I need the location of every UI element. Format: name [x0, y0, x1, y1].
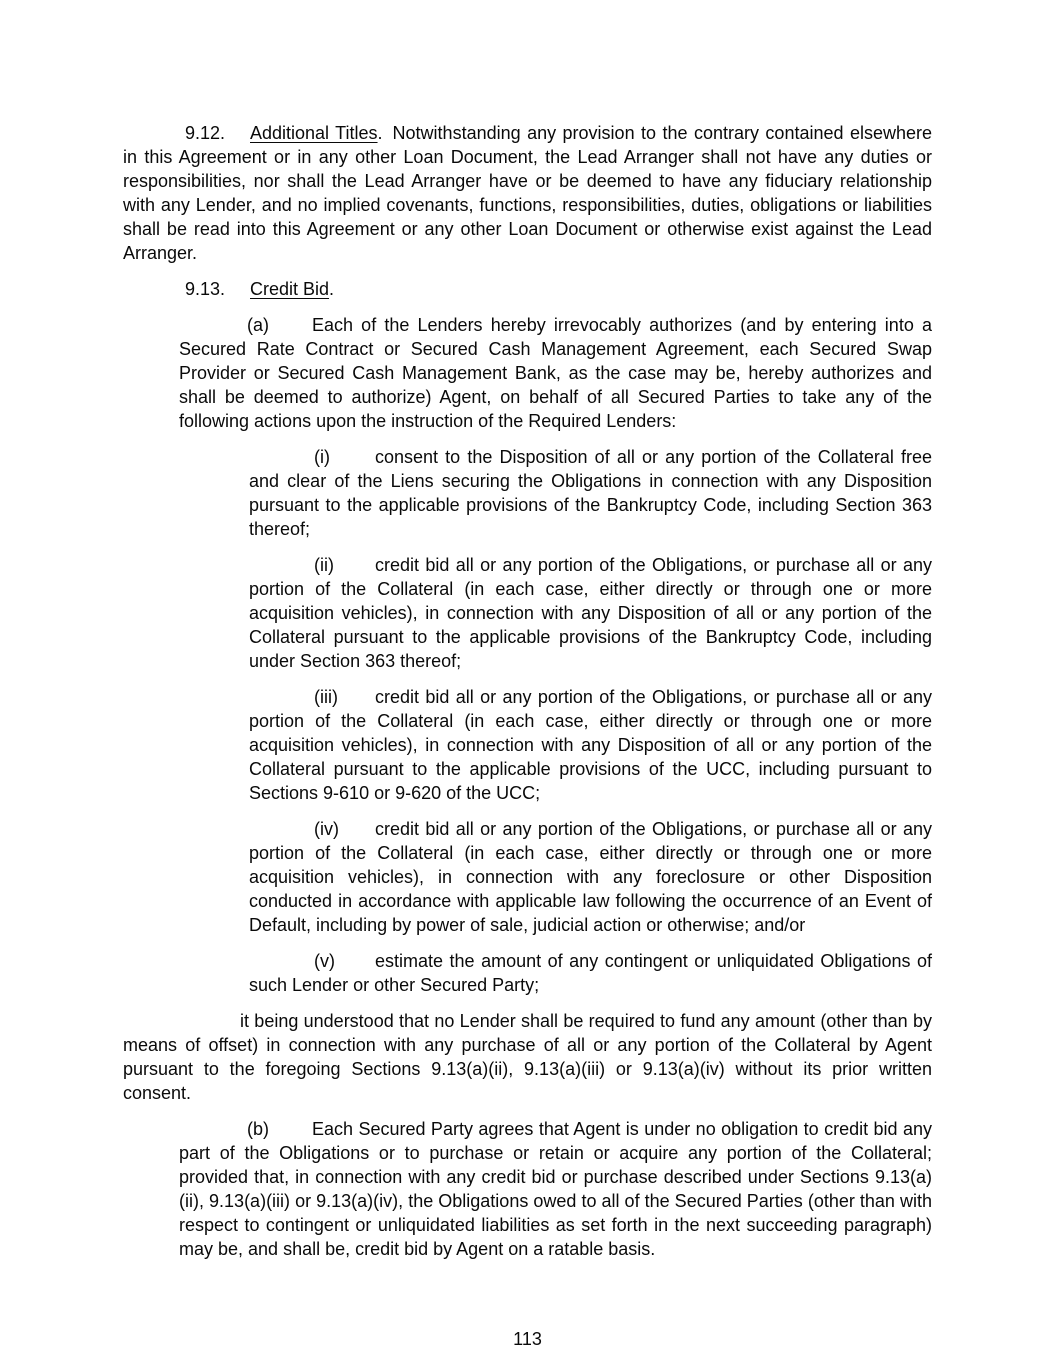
title-period: .: [329, 279, 335, 299]
closing-body: it being understood that no Lender shall be required to fund any amount (other than by means of offset) in connection with any purchase of all or any portion of the Collateral by Agent pursuant to the foregoing Sections 9.13(a)(ii), 9.13(a)(iii) or 9.13(a)(iv) without its prior written consent.: [123, 1011, 932, 1103]
list-item-label: (v): [314, 951, 335, 971]
closing-paragraph: [123, 1009, 932, 1105]
list-item-body: credit bid all or any portion of the Obligations, or purchase all or any portion of the Collateral (in each case, either directly or through one or more acquisition vehicles), in connection with any foreclosure or other Disposition conducted in accordance with applicable law following the occurrence of an Event of Default, including by power of sale, judicial action or otherwise; and/or: [249, 819, 932, 935]
section-body: Notwithstanding any provision to the contrary contained elsewhere in this Agreement or in any other Loan Document, the Lead Arranger shall not have any duties or responsibilities, nor shall the Lead Arranger have or be deemed to have any fiduciary relationship with any Lender, and no implied covenants, functions, responsibilities, duties, obligations or liabilities shall be read into this Agreement or any other Loan Document or otherwise exist against the Lead Arranger.: [123, 123, 932, 263]
list-item-iii-paragraph: [249, 685, 932, 805]
subsection-a-paragraph: [179, 313, 932, 433]
list-item-v-paragraph: [249, 949, 932, 997]
section-number: 9.12.: [185, 123, 226, 143]
list-item-body: credit bid all or any portion of the Obligations, or purchase all or any portion of the Collateral (in each case, either directly or through one or more acquisition vehicles), in connection with any Disposition of all or any portion of the Collateral pursuant to the applicable provisions of the UCC, including pursuant to Sections 9-610 or 9-620 of the UCC;: [249, 687, 932, 803]
list-item-body: estimate the amount of any contingent or unliquidated Obligations of such Lender or other Secured Party;: [249, 951, 932, 995]
list-item-label: (iii): [314, 687, 338, 707]
list-item-iv-paragraph: [249, 817, 932, 937]
list-item-i-paragraph: [249, 445, 932, 541]
section-title: Additional Titles: [250, 123, 378, 143]
list-item-body: consent to the Disposition of all or any portion of the Collateral free and clear of the Liens securing the Obligations in connection with any Disposition pursuant to the applicable provisions of the Bankruptcy Code, including Section 363 thereof;: [249, 447, 932, 539]
subsection-body: Each Secured Party agrees that Agent is under no obligation to credit bid any part of the Obligations or to purchase or retain or acquire any portion of the Collateral; provided that, in connection with any credit bid or purchase described under Sections 9.13(a)(ii), 9.13(a)(iii) or 9.13(a)(iv), the Obligations owed to all of the Secured Parties (other than with respect to contingent or unliquidated liabilities as set forth in the next succeeding paragraph) may be, and shall be, credit bid by Agent on a ratable basis.: [179, 1119, 932, 1259]
section-9-12-paragraph: [123, 121, 932, 265]
section-title: Credit Bid: [250, 279, 330, 299]
subsection-body: Each of the Lenders hereby irrevocably authorizes (and by entering into a Secured Rate Contract or Secured Cash Management Agreement, each Secured Swap Provider or Secured Cash Management Bank, as the case may be, hereby authorizes and shall be deemed to authorize) Agent, on behalf of all Secured Parties to take any of the following actions upon the instruction of the Required Lenders:: [179, 315, 932, 431]
list-item-body: credit bid all or any portion of the Obligations, or purchase all or any portion of the Collateral (in each case, either directly or through one or more acquisition vehicles), in connection with any Disposition of all or any portion of the Collateral pursuant to the applicable provisions of the Bankruptcy Code, including under Section 363 thereof;: [249, 555, 932, 671]
section-9-13-heading: [123, 277, 932, 301]
list-item-label: (ii): [314, 555, 334, 575]
section-number: 9.13.: [185, 279, 226, 299]
list-item-label: (i): [314, 447, 330, 467]
subsection-b-paragraph: [179, 1117, 932, 1261]
list-item-label: (iv): [314, 819, 339, 839]
title-period: .: [377, 123, 383, 143]
subsection-label: (b): [247, 1119, 269, 1139]
list-item-ii-paragraph: [249, 553, 932, 673]
subsection-label: (a): [247, 315, 269, 335]
page-number: 113: [513, 1329, 542, 1349]
